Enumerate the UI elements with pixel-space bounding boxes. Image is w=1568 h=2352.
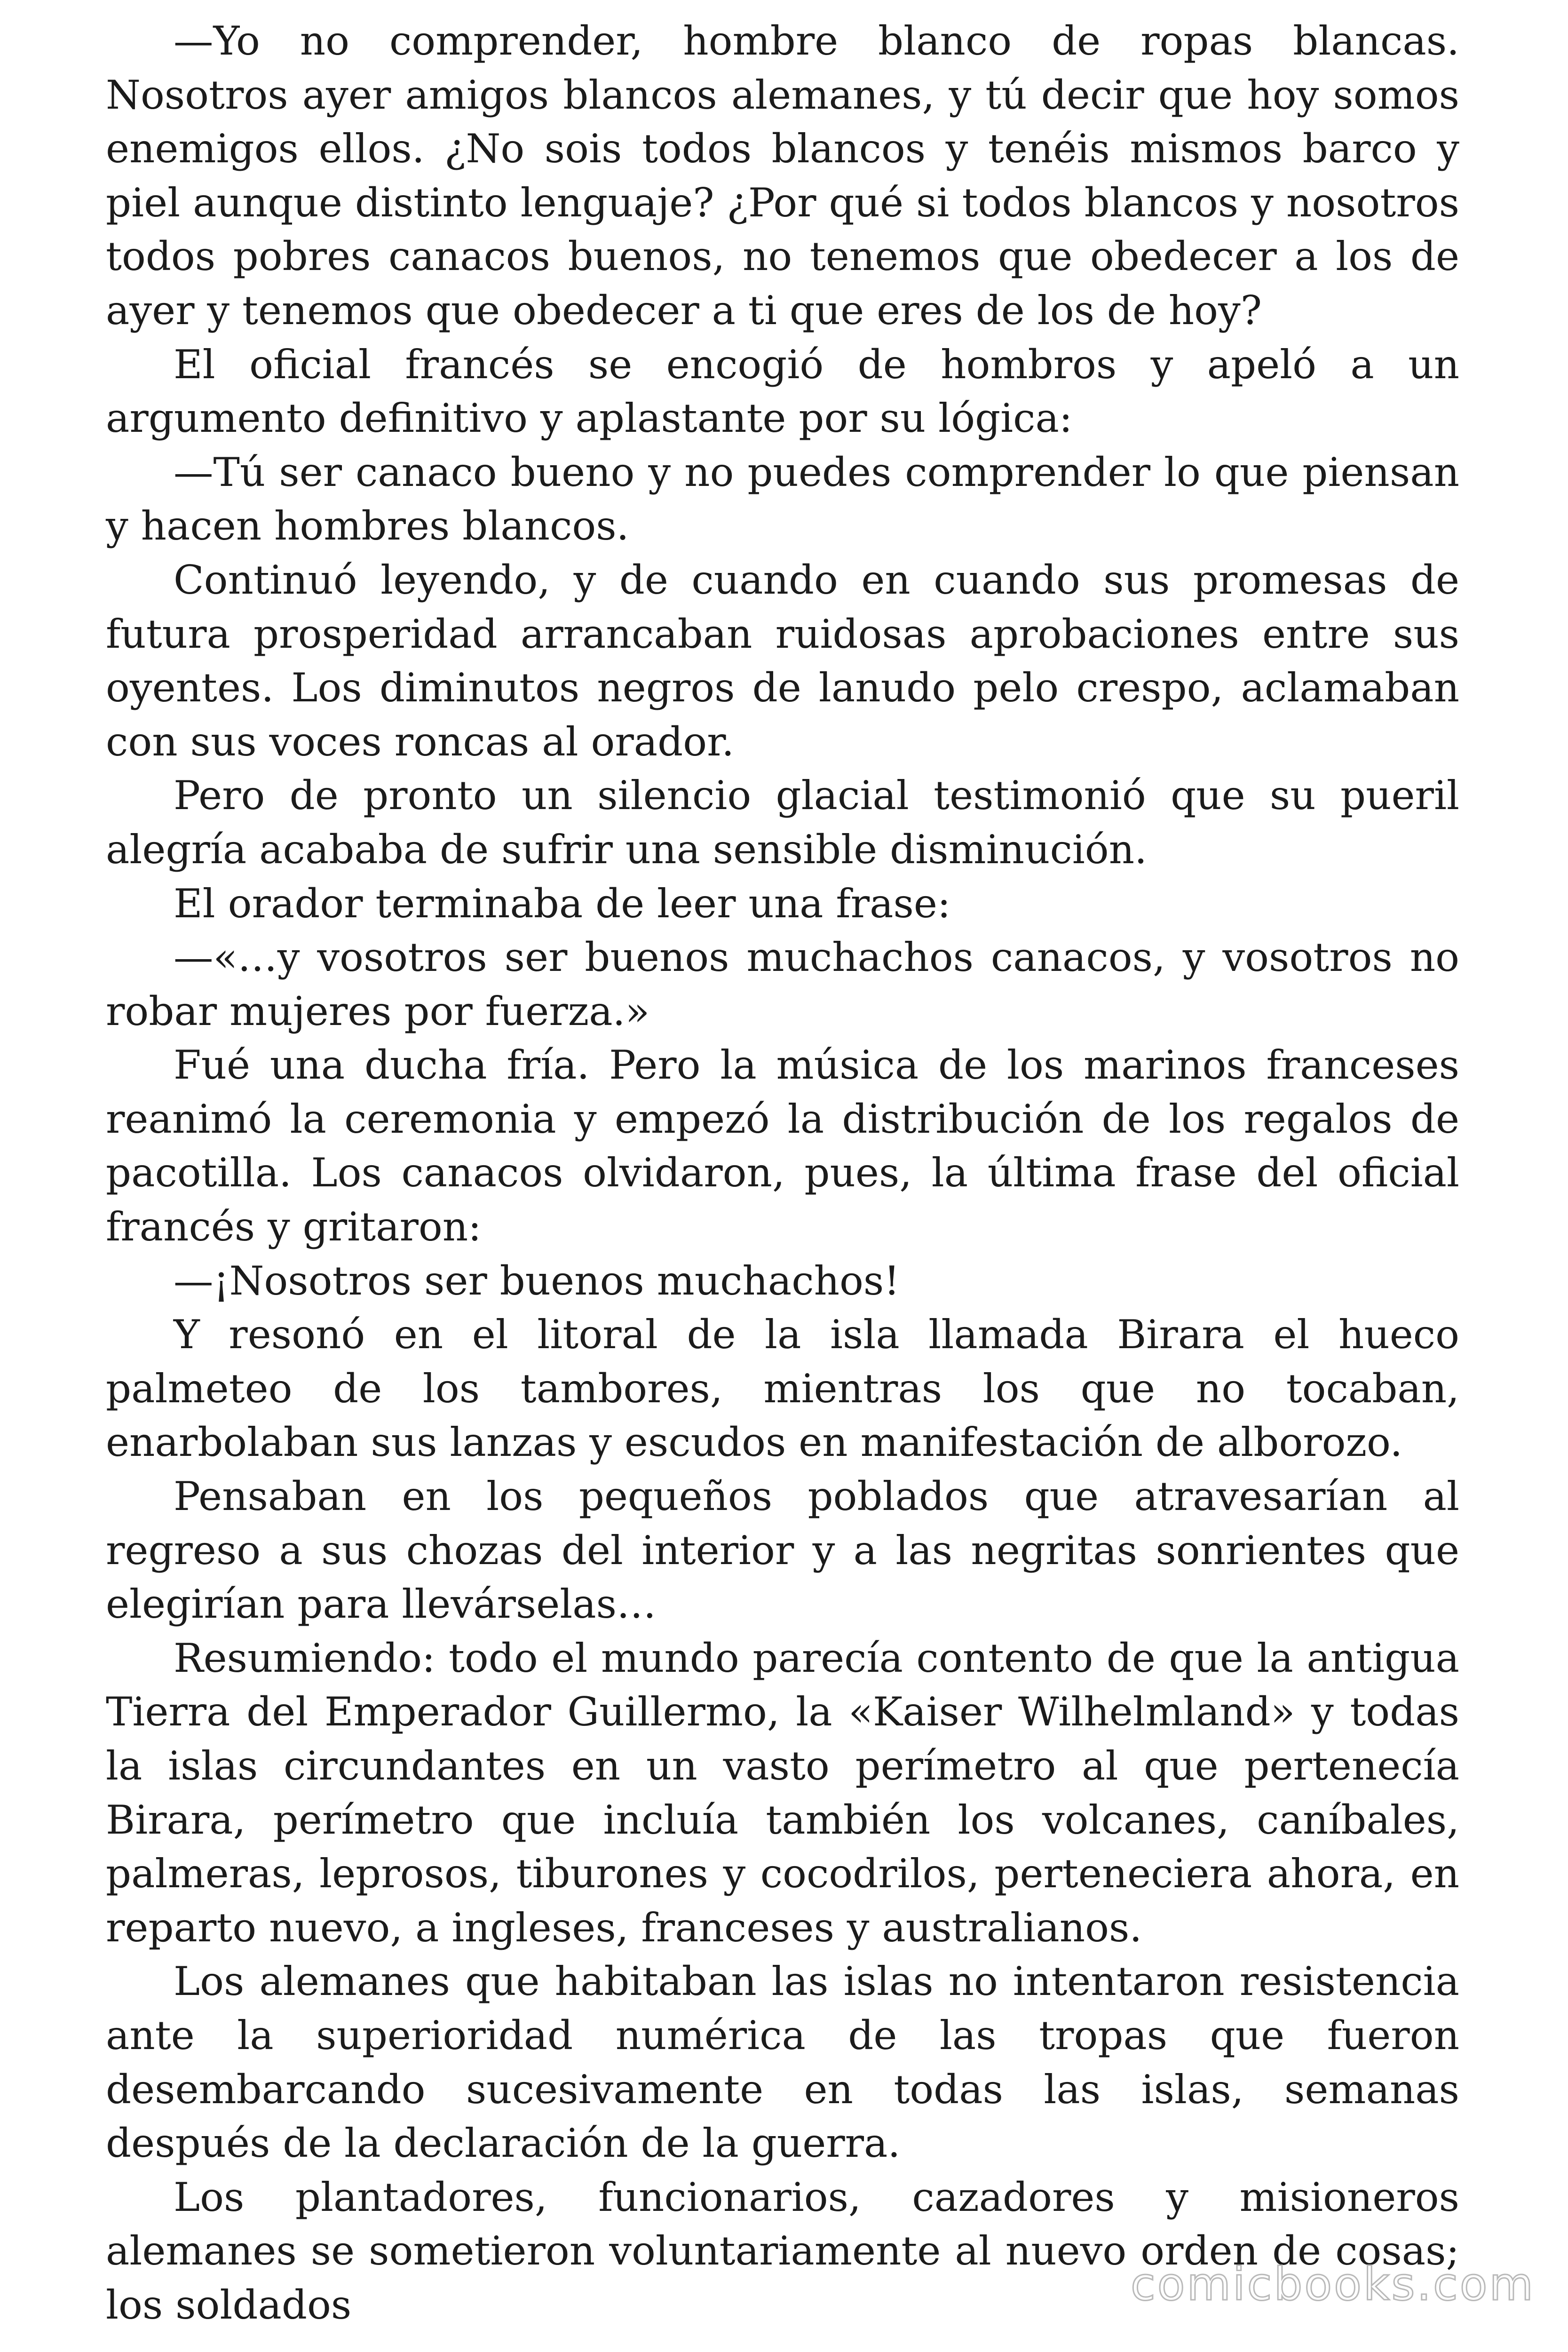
paragraph-6: El orador terminaba de leer una frase: (174, 880, 951, 927)
paragraph-1: —Yo no comprender, hombre blanco de ropas blancas. Nosotros ayer amigos blancos alemanes, y tú decir que hoy somos enemigos ellos. ¿No sois todos blancos y tenéis mismos barco y piel aunque distinto lenguaje? ¿Por qué si todos blancos y nosotros todos pobres canacos buenos, no tenemos que obedecer a los de ayer y tenemos que obedecer a ti que eres de los de hoy? (106, 18, 1459, 334)
paragraph-3: —Tú ser canaco bueno y no puedes comprender lo que piensan y hacen hombres blancos. (106, 449, 1459, 549)
paragraph-5: Pero de pronto un silencio glacial testimonió que su pueril alegría acababa de sufrir una sensible disminución. (106, 772, 1459, 873)
paragraph-8: Fué una ducha fría. Pero la música de los marinos franceses reanimó la ceremonia y empezó la distribución de los regalos de pacotilla. Los canacos olvidaron, pues, la última frase del oficial francés y gritaron: (106, 1042, 1459, 1250)
paragraph-4: Continuó leyendo, y de cuando en cuando sus promesas de futura prosperidad arrancaban ruidosas aprobaciones entre sus oyentes. Los diminutos negros de lanudo pelo crespo, aclamaban con sus voces roncas al orador. (106, 556, 1459, 765)
paragraph-13: Los alemanes que habitaban las islas no intentaron resistencia ante la superioridad numérica de las tropas que fueron desembarcando sucesivamente en todas las islas, semanas después de la declaración de la guerra. (106, 1958, 1459, 2167)
paragraph-10: Y resonó en el litoral de la isla llamada Birara el hueco palmeteo de los tambores, mientras los que no tocaban, enarbolaban sus lanzas y escudos en manifestación de alborozo. (106, 1311, 1459, 1466)
paragraph-11: Pensaban en los pequeños poblados que atravesarían al regreso a sus chozas del interior y a las negritas sonrientes que elegirían para llevárselas… (106, 1473, 1459, 1628)
paragraph-9: —¡Nosotros ser buenos muchachos! (174, 1257, 900, 1304)
paragraph-12: Resumiendo: todo el mundo parecía contento de que la antigua Tierra del Emperador Guillermo, la «Kaiser Wilhelmland» y todas la islas circundantes en un vasto perímetro al que pertenecía Birara, perímetro que incluía también los volcanes, caníbales, palmeras, leprosos, tiburones y cocodrilos, perteneciera ahora, en reparto nuevo, a ingleses, franceses y australianos. (106, 1635, 1459, 1951)
paragraph-7: —«…y vosotros ser buenos muchachos canacos, y vosotros no robar mujeres por fuerza.» (106, 934, 1459, 1034)
page-text (106, 14, 1459, 2332)
paragraph-14: Los plantadores, funcionarios, cazadores y misioneros alemanes se sometieron voluntariamente al nuevo orden de cosas; los soldados (106, 2174, 1459, 2328)
paragraph-2: El oficial francés se encogió de hombros y apeló a un argumento definitivo y aplastante por su lógica: (106, 341, 1459, 442)
watermark: comicbooks.com (1130, 2258, 1535, 2311)
